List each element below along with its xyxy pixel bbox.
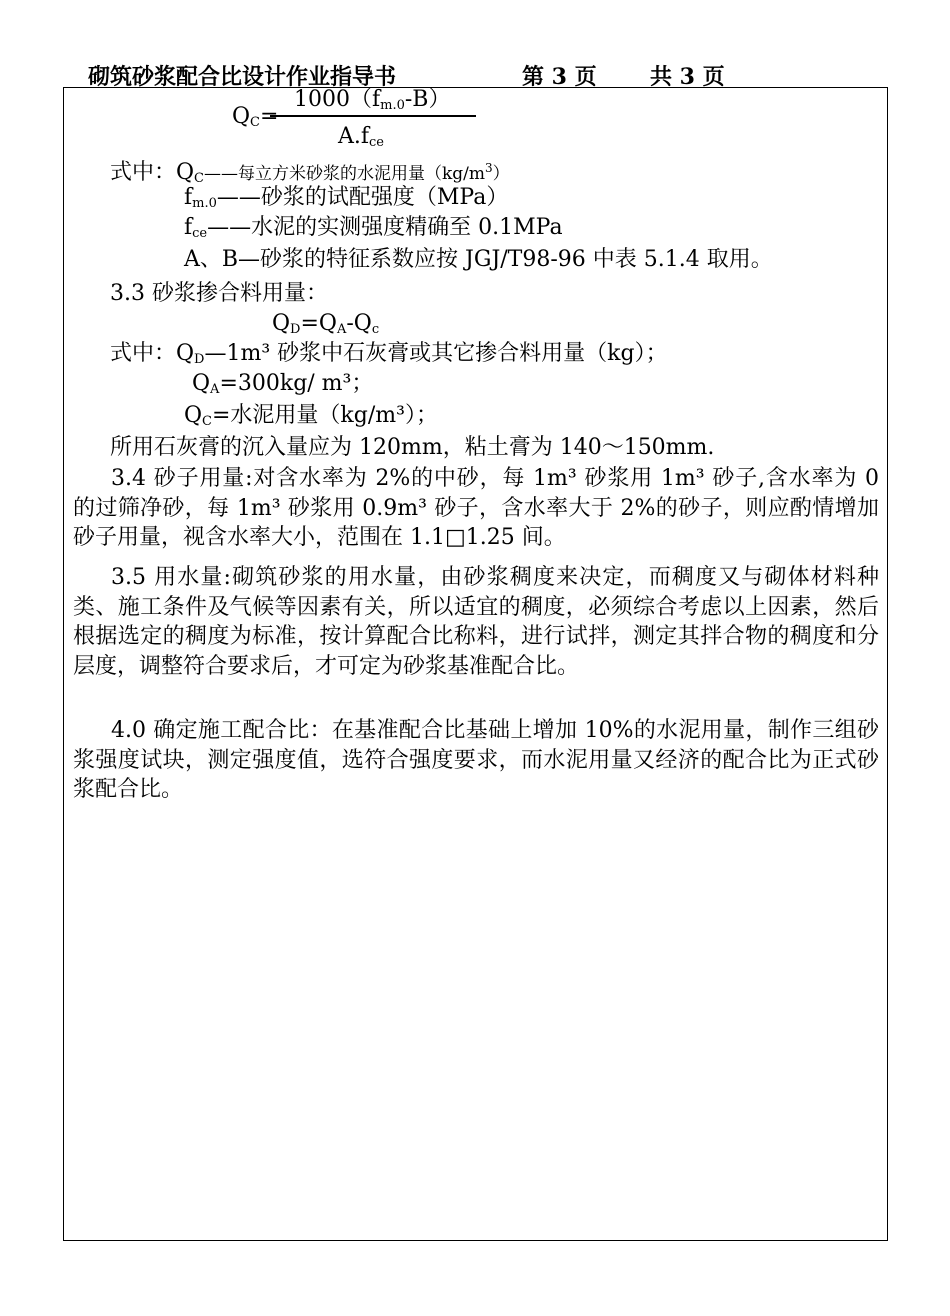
- def-qc2: [184, 402, 438, 436]
- def-qa-text: =300kg/ m³；: [219, 371, 374, 396]
- def-fm0-sub: m.0: [192, 196, 217, 211]
- formula-qd-q: Q: [272, 311, 291, 336]
- def-fce: [184, 214, 563, 248]
- formula-qd-sub-a: A: [336, 322, 347, 337]
- def-qa-q: Q: [192, 371, 211, 396]
- section-34-paragraph: 3.4 砂子用量:对含水率为 2%的中砂，每 1m³ 砂浆用 1m³ 砂子,含水率为 0 的过筛净砂，每 1m³ 砂浆用 0.9m³ 砂子，含水率大于 2%的砂子，则应酌情增加砂子用量，视含水率大小，范围在 1.1□1.25 间。: [73, 466, 879, 550]
- formula-lhs: [232, 103, 278, 137]
- formula-qd-eq: =Q: [300, 311, 337, 336]
- section-33-title: 3.3 砂浆掺合料用量：: [110, 281, 328, 306]
- formula-lhs-sub: C: [250, 115, 260, 130]
- def-qa-sub: A: [210, 382, 220, 397]
- def-qc2-sub: C: [202, 414, 212, 429]
- formula-qd-minus: -Q: [346, 311, 372, 336]
- def-qd-intro: 式中：Q: [110, 341, 195, 366]
- def-fm0: [184, 184, 508, 218]
- formula-numerator-tail: -B）: [404, 87, 451, 112]
- page-total: 共 3 页: [650, 64, 725, 90]
- def-fm0-text: ——砂浆的试配强度（MPa）: [216, 185, 509, 210]
- def-fce-sub: ce: [192, 226, 208, 241]
- lime-note: 所用石灰膏的沉入量应为 120mm，粘土膏为 140～150mm.: [110, 435, 715, 460]
- formula-denominator-text: A.f: [338, 124, 370, 149]
- def-qd: [110, 340, 668, 374]
- formula-lhs-eq: =: [260, 104, 279, 129]
- page-number: 第 3 页: [522, 64, 597, 90]
- def-qc2-text: =水泥用量（kg/m³）；: [212, 403, 438, 428]
- formula-qd: [272, 310, 379, 344]
- formula-qd-sub-d: D: [290, 322, 301, 337]
- def-fm0-f: f: [184, 185, 193, 210]
- section-40-paragraph: 4.0 确定施工配合比：在基准配合比基础上增加 10%的水泥用量，制作三组砂浆强度试块，测定强度值，选符合强度要求，而水泥用量又经济的配合比为正式砂浆配合比。: [73, 718, 879, 802]
- def-intro-sub: C: [194, 171, 204, 186]
- def-fce-text: ——水泥的实测强度精确至 0.1MPa: [207, 215, 563, 240]
- def-qc-text: ——每立方米砂浆的水泥用量（kg/m: [204, 164, 486, 184]
- def-fce-f: f: [184, 215, 193, 240]
- formula-numerator-sub: m.0: [380, 98, 405, 113]
- def-intro: 式中：Q: [110, 160, 195, 185]
- def-qc2-q: Q: [184, 403, 203, 428]
- formula-numerator-text: 1000（f: [294, 87, 381, 112]
- formula-denominator: [338, 123, 384, 157]
- formula-qd-sub-c: c: [371, 322, 380, 337]
- def-qc-close: ）: [492, 164, 510, 184]
- def-ab: A、B—砂浆的特征系数应按 JGJ/T98-96 中表 5.1.4 取用。: [184, 247, 773, 272]
- formula-lhs-q: Q: [232, 104, 251, 129]
- fraction-bar: [270, 115, 476, 117]
- def-qd-sub: D: [194, 352, 205, 367]
- formula-denominator-sub: ce: [369, 135, 385, 150]
- def-qa: [192, 370, 373, 404]
- def-qc-sup: 3: [485, 161, 493, 175]
- section-35-paragraph: 3.5 用水量:砌筑砂浆的用水量，由砂浆稠度来决定，而稠度又与砌体材料种类、施工条件及气候等因素有关，所以适宜的稠度，必须综合考虑以上因素，然后根据选定的稠度为标准，按计算配合比称料，进行试拌，测定其拌合物的稠度和分层度，调整符合要求后，才可定为砂浆基准配合比。: [73, 565, 879, 679]
- def-qd-text: —1m³ 砂浆中石灰膏或其它掺合料用量（kg）；: [204, 341, 668, 366]
- document-title: 砌筑砂浆配合比设计作业指导书: [88, 64, 397, 90]
